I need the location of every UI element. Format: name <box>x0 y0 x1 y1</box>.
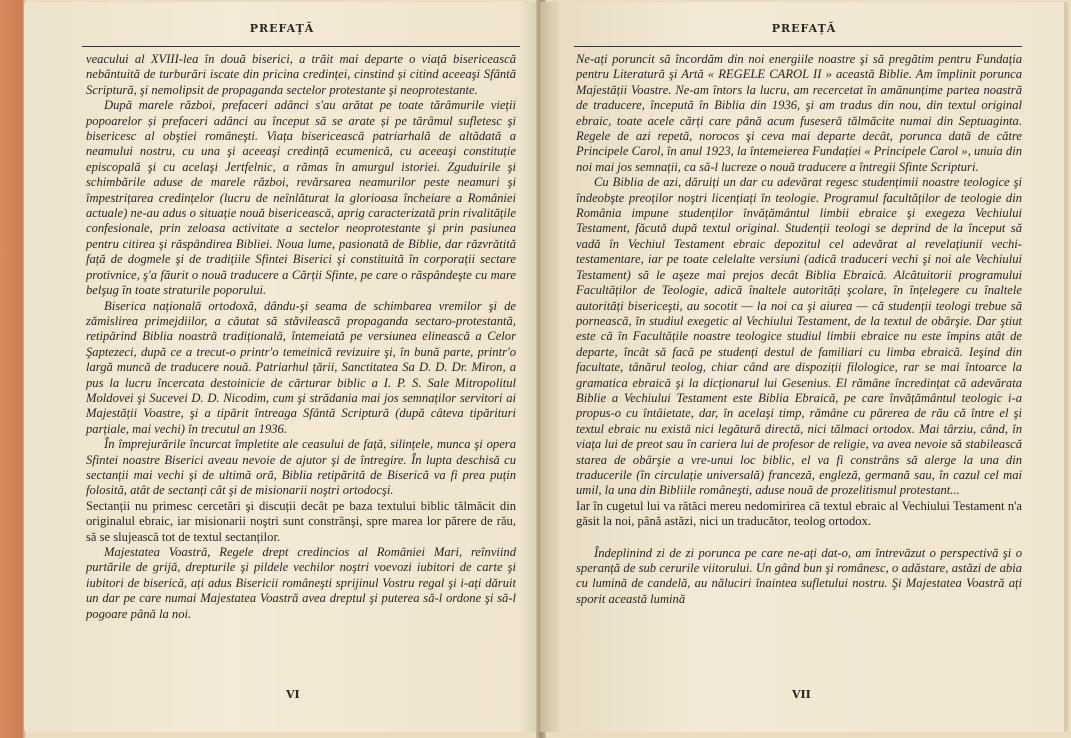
paragraph: Îndeplinind zi de zi porunca pe care ne-ați dat-o, am întrevăzut o perspectivă şi o speranță de sub cerurile viitorului. Un gând bun şi românesc, o adăstare, astăzi de abia cu lumină de candelă, au năluciri înaintea sufletului nostru. Şi Majestatea Voastră ați sporit această lumină <box>576 545 1022 606</box>
running-head-left: PREFAȚĂ <box>249 22 315 35</box>
page-edge <box>1064 2 1068 732</box>
paragraph: Iar în cugetul lui va rătăci mereu nedomirirea că textul ebraic al Vechiului Testament n'a găsit la noi, până astăzi, nici un traducător, teolog ortodox. <box>576 498 1022 529</box>
page-number-right: VII <box>792 688 811 701</box>
right-page-text <box>576 52 1022 607</box>
left-page-text <box>86 52 516 622</box>
paragraph: Ne-ați poruncit să încordăm din noi energiile noastre şi să pregătim pentru Fundația pentru Literatură şi Artă « REGELE CAROL II » această Biblie. Am împlinit porunca Majestății Voastre. Ne-am întors la lucru, am recercetat în amănunțime partea noastră de traducere, începută în Biblia din 1936, şi am tradus din nou, din textul original ebraic, toate acele cărți care până acum fuseseră tălmăcite numai din Septuaginta. Regele de azi repetă, norocos şi ceva mai departe decât, porunca dată de către Principele Carol, în anul 1923, la întemeierea Fundației « Principele Carol », unuia din noi mai jos semnații, ca să-l lucreze o nouă traducere a întregii Sfinte Scripturi. <box>576 52 1022 174</box>
paragraph: După marele război, prefaceri adânci s'au arătat pe toate tărâmurile vieții popoarelor și prefaceri adânci au început să se arate și pe tărâmul sufletesc şi bisericesc al obştiei româneşti. Viața bisericească patriarhală de altădată a neamului nostru, cu una şi aceeaşi credință ecumenică, cu aceeaşi constituție episcopală şi cu acelaşi Jertfelnic, a rămas în amurgul istoriei. Zguduirile şi schimbările aduse de marele război, revărsarea neamurilor peste neamuri şi împestrițarea credințelor (lucru de neînlăturat la glorioasa încheiare a României actuale) ne-au adus o situație nouă bisericească, aprig caracterizată prin rivalitățile confesionale, prin zeloasa activitate a sectelor neoprotestante şi prin pasiunea pentru citirea şi răspândirea Bibliei. Noua lume, pasionată de Biblie, dar răzvrătită față de dogmele şi de tradițiile Sfintei Biserici şi constituită în corporații sectare protivnice, ş'a făurit o nouă traducere a Cărții Sfinte, pe care o răspândeşte cu mare belşug în toate straturile poporului. <box>86 98 516 298</box>
paragraph: Majestatea Voastră, Regele drept credincios al României Mari, reînviind purtările de grijă, drepturile şi pildele vechilor noştri voevozi iubitori de carte şi iubitori de biserică, ați adus Bisericii româneşti sprijinul Vostru regal şi i-ați dăruit un dar pe care numai Majestatea Voastră avea dreptul şi puterea să-l ordone şi să-l pogoare până la noi. <box>86 545 516 621</box>
paragraph: Biserica națională ortodoxă, dându-şi seama de schimbarea vremilor şi de zămislirea primejdiilor, a căutat să stăvilească propaganda sectaro-protestantă, retipărind Biblia noastră tradițională, întemeiată pe versiunea elinească a Celor Şaptezeci, după ce a trecut-o printr'o temeinică revizuire şi, în bună parte, printr'o largă muncă de traducere nouă. Patriarhul țării, Sanctitatea Sa D. D. Dr. Miron, a pus la lucru încercata destoinicie de cărturar biblic a I. P. S. Sale Mitropolitul Moldovei şi Sucevei D. D. Nicodim, cum şi strădania mai jos semnaților servitori ai Majestății Voastre, şi a tipărit întreaga Sfântă Scriptură (după câteva tipărituri parțiale, mai vechi) în trecutul an 1936. <box>86 298 516 436</box>
running-head-right: PREFAȚĂ <box>771 22 837 35</box>
right-page <box>540 2 1068 732</box>
left-page <box>24 2 540 732</box>
paragraph: Sectanții nu primesc cercetări şi discuții decât pe baza textului biblic tălmăcit din originalul ebraic, iar misionarii noştri sunt constrânşi, spre marea lor părere de rău, să se slujească tot de textul sectanților. <box>86 498 516 544</box>
paragraph: Cu Biblia de azi, dăruiți un dar cu adevărat regesc studențimii noastre teologice şi îndeobşte preoților noştri licențiați în teologie. Programul facultăților de teologie din România impune studenților învățământul limbii ebraice şi exegeza Vechiului Testament, făcută după textul original. Studenții teologi se deprind de la început să vadă în Vechiul Testament ebraic depozitul cel adevărat al revelațiunii vechi-testamentare, iar pe toate celelalte versiuni (adică traduceri vechi şi noi ale Vechiului Testament) să le aşeze mai prejos decât Biblia Ebraică. Alcătuitorii programului Facultăților de Teologie, adică înaltele autorități şcolare, în înțelegere cu înaltele autorități bisericeşti, au socotit — la noi ca şi aiurea — că studenții teologi trebue să pornească, în studiul exegetic al Vechiului Testament, de la textul de obârşie. Dar ştiut este că în Facultățile noastre teologice studiul limbii ebraice nu este împins atât de departe, încât să facă pe studenți destul de familiari cu limba ebraică. Ieşind din facultate, tânărul teolog, chiar când are dispoziții filologice, rar se mai întoarce la gramatica ebraică şi la dicționarul lui Gesenius. El rămâne încredințat că adevărata Biblie a Vechiului Testament este Biblia Ebraică, pe care învățământul teologic i-a propus-o cu întâietate, dar, în acelaşi timp, rămâne cu părerea de rău că între el şi textul ebraic nu există nici legătură directă, nici tălmaci ortodox. Mai târziu, când, în viața lui de preot sau în cariera lui de profesor de religie, va avea nevoie să stabilească starea de obârşie a vre-unui loc biblic, el va fi constrâns să alerge la una din traducerile (în circulație universală) franceză, engleză, germană sau, în cazul cel mai umil, la una din Bibliile româneşti, aduse nouă de prozelitismul protestant... <box>576 175 1022 498</box>
page-number-left: VI <box>286 688 300 701</box>
header-rule-left <box>82 46 520 47</box>
paragraph: veacului al XVIII-lea în două biserici, a trăit mai departe o viață bisericească nebântuită de turburări iscate din pricina credinței, cinstind și citind aceeaşi Sfântă Scriptură, şi nemolipsit de propaganda sectelor protestante şi neoprotestante. <box>86 52 516 97</box>
header-rule-right <box>574 46 1022 47</box>
paragraph: În împrejurările încurcat împletite ale ceasului de față, silințele, munca şi opera Sfintei noastre Biserici aveau nevoie de ajutor şi de întregire. În lupta deschisă cu sectanții mai vechi şi de ultimă oră, Biblia retipărită de Biserică va fi prea puțin folosită, atât de sectanți cât şi de misionarii noştri ortodocşi. <box>86 437 516 498</box>
